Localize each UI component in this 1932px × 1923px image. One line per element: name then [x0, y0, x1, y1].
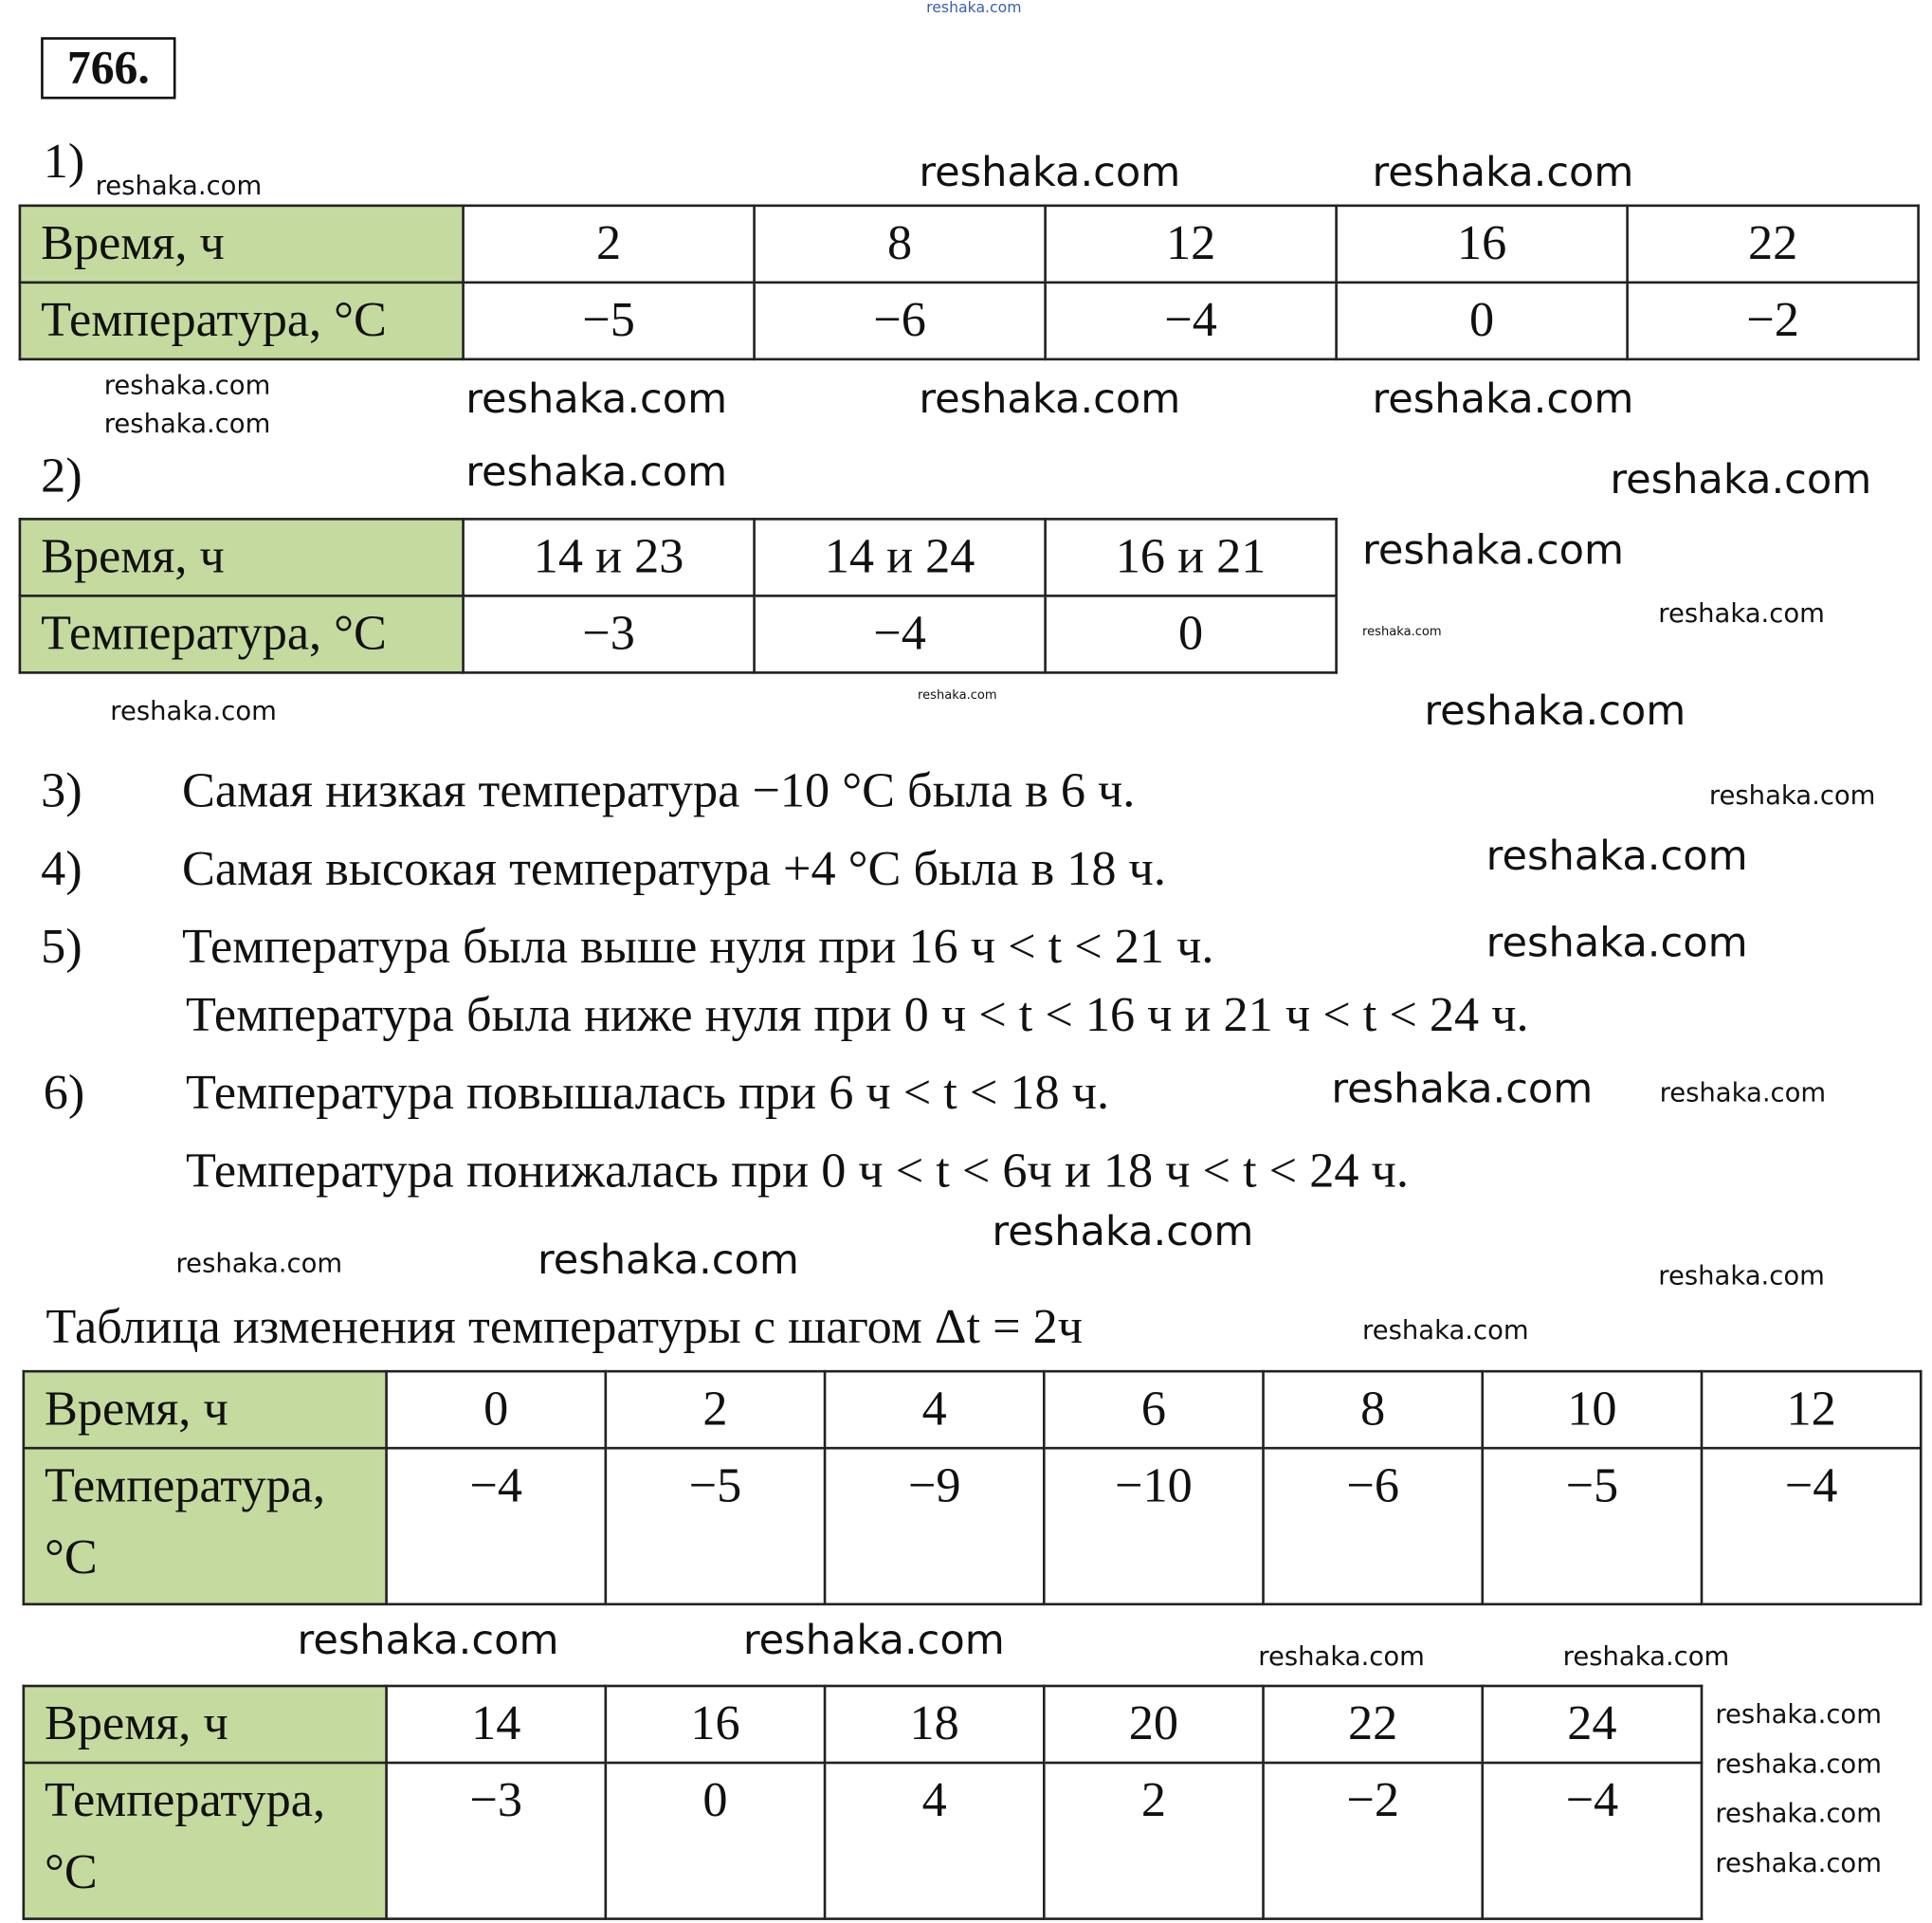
- cell: 4: [825, 1371, 1044, 1448]
- watermark: reshaka.com: [103, 409, 271, 439]
- answer-label: 4): [41, 839, 82, 896]
- cell: −4: [387, 1448, 606, 1604]
- watermark: reshaka.com: [1372, 147, 1634, 196]
- step-table-part2: [23, 1685, 1704, 1920]
- cell: 24: [1483, 1686, 1702, 1763]
- watermark: reshaka.com: [1715, 1848, 1882, 1878]
- watermark: reshaka.com: [1562, 1640, 1730, 1672]
- cell: 14 и 23: [464, 519, 755, 595]
- cell: −4: [1702, 1448, 1921, 1604]
- answer-text: Температура была ниже нуля при 0 ч < t < 16 ч и 21 ч < t < 24 ч.: [185, 985, 1529, 1042]
- row-header: Время, ч: [20, 206, 464, 283]
- watermark: reshaka.com: [175, 1248, 343, 1279]
- answer-label: 5): [41, 918, 82, 974]
- cell: 16: [1337, 206, 1628, 283]
- cell: −6: [1264, 1448, 1483, 1604]
- part1-table: [19, 205, 1920, 361]
- cell: 16: [606, 1686, 825, 1763]
- watermark: reshaka.com: [742, 1615, 1005, 1664]
- watermark: reshaka.com: [1659, 1077, 1827, 1108]
- watermark: reshaka.com: [1485, 918, 1748, 966]
- cell: 2: [464, 206, 755, 283]
- watermark: reshaka.com: [1372, 374, 1634, 423]
- cell: 22: [1628, 206, 1919, 283]
- part2-table: [19, 518, 1338, 674]
- row-header: Температура, °C: [24, 1763, 387, 1919]
- answer-text: Самая низкая температура −10 °C была в 6 ч.: [182, 761, 1136, 818]
- watermark: reshaka.com: [918, 688, 997, 703]
- row-header: Температура, °C: [20, 595, 464, 672]
- cell: 8: [1264, 1371, 1483, 1448]
- cell: 2: [1044, 1763, 1263, 1919]
- cell: 4: [825, 1763, 1044, 1919]
- watermark: reshaka.com: [919, 374, 1181, 423]
- row-header: Температура, °C: [24, 1448, 387, 1604]
- watermark: reshaka.com: [1424, 686, 1686, 735]
- table-caption: Таблица изменения температуры с шагом Δt = 2ч: [46, 1298, 1084, 1354]
- cell: 12: [1046, 206, 1337, 283]
- cell: 14: [387, 1686, 606, 1763]
- cell: 6: [1044, 1371, 1263, 1448]
- cell: 18: [825, 1686, 1044, 1763]
- cell: 2: [606, 1371, 825, 1448]
- answer-text: Самая высокая температура +4 °C была в 18 ч.: [182, 839, 1166, 896]
- cell: 8: [755, 206, 1046, 283]
- watermark: reshaka.com: [1362, 625, 1442, 640]
- row-header: Температура, °C: [20, 283, 464, 359]
- cell: 22: [1264, 1686, 1483, 1763]
- watermark: reshaka.com: [1715, 1798, 1882, 1829]
- watermark: reshaka.com: [1362, 1315, 1529, 1346]
- cell: −3: [387, 1763, 606, 1919]
- cell: 14 и 24: [755, 519, 1046, 595]
- watermark: reshaka.com: [1708, 780, 1876, 811]
- watermark: reshaka.com: [1715, 1749, 1882, 1779]
- problem-number: 766.: [41, 37, 175, 99]
- cell: 0: [387, 1371, 606, 1448]
- cell: −6: [755, 283, 1046, 359]
- row-header: Время, ч: [20, 519, 464, 595]
- cell: 0: [1046, 595, 1337, 672]
- watermark: reshaka.com: [1258, 1640, 1425, 1672]
- cell: 20: [1044, 1686, 1263, 1763]
- watermark: reshaka.com: [103, 370, 271, 400]
- cell: 0: [606, 1763, 825, 1919]
- cell: 12: [1702, 1371, 1921, 1448]
- answer-text: Температура понижалась при 0 ч < t < 6ч и 18 ч < t < 24 ч.: [185, 1142, 1409, 1199]
- watermark: reshaka.com: [1658, 1260, 1825, 1291]
- cell: −4: [1483, 1763, 1702, 1919]
- cell: −3: [464, 595, 755, 672]
- part1-label: 1): [43, 132, 85, 189]
- watermark: reshaka.com: [95, 171, 263, 201]
- step-table-part1: [23, 1370, 1923, 1605]
- watermark: reshaka.com: [1485, 831, 1748, 880]
- cell: 10: [1483, 1371, 1702, 1448]
- watermark: reshaka.com: [1362, 524, 1624, 574]
- cell: −2: [1628, 283, 1919, 359]
- answer-label: 3): [41, 761, 82, 818]
- answer-label: 6): [43, 1064, 85, 1120]
- cell: 16 и 21: [1046, 519, 1337, 595]
- watermark: reshaka.com: [926, 0, 1022, 16]
- row-header: Время, ч: [24, 1686, 387, 1763]
- watermark: reshaka.com: [1715, 1699, 1882, 1730]
- watermark: reshaka.com: [297, 1615, 559, 1664]
- part2-label: 2): [41, 447, 82, 504]
- watermark: reshaka.com: [919, 147, 1181, 196]
- watermark: reshaka.com: [537, 1235, 799, 1284]
- watermark: reshaka.com: [992, 1206, 1254, 1255]
- cell: −5: [606, 1448, 825, 1604]
- watermark: reshaka.com: [110, 696, 277, 726]
- cell: −9: [825, 1448, 1044, 1604]
- answer-text: Температура была выше нуля при 16 ч < t < 21 ч.: [182, 918, 1214, 974]
- watermark: reshaka.com: [465, 447, 728, 496]
- cell: −5: [464, 283, 755, 359]
- cell: −4: [755, 595, 1046, 672]
- watermark: reshaka.com: [1610, 454, 1872, 504]
- answer-text: Температура повышалась при 6 ч < t < 18 ч.: [185, 1064, 1110, 1120]
- cell: −5: [1483, 1448, 1702, 1604]
- cell: −4: [1046, 283, 1337, 359]
- watermark: reshaka.com: [465, 374, 728, 423]
- cell: −10: [1044, 1448, 1263, 1604]
- cell: 0: [1337, 283, 1628, 359]
- cell: −2: [1264, 1763, 1483, 1919]
- watermark: reshaka.com: [1658, 597, 1825, 629]
- row-header: Время, ч: [24, 1371, 387, 1448]
- watermark: reshaka.com: [1331, 1064, 1594, 1113]
